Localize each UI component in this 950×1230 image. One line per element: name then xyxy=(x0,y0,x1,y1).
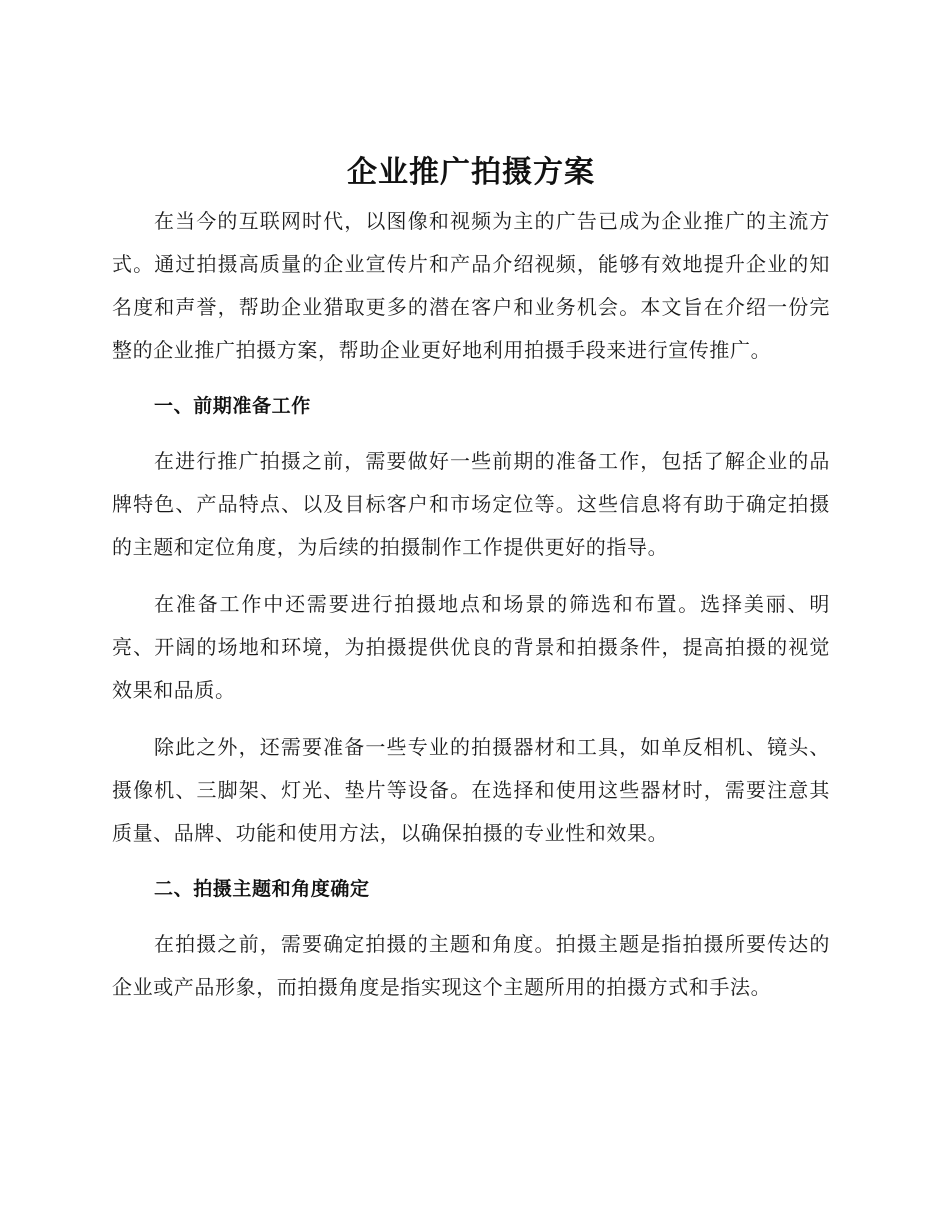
body-paragraph: 除此之外，还需要准备一些专业的拍摄器材和工具，如单反相机、镜头、摄像机、三脚架、灯光、垫片等设备。在选择和使用这些器材时，需要注意其质量、品牌、功能和使用方法，以确保拍摄的专业性和效果。 xyxy=(112,735,830,845)
section-heading-preparation: 一、前期准备工作 xyxy=(154,395,311,417)
body-paragraph: 在进行推广拍摄之前，需要做好一些前期的准备工作，包括了解企业的品牌特色、产品特点、以及目标客户和市场定位等。这些信息将有助于确定拍摄的主题和定位角度，为后续的拍摄制作工作提供更好的指导。 xyxy=(112,449,830,559)
spacer xyxy=(112,372,830,386)
spacer xyxy=(112,855,830,869)
document-page xyxy=(112,150,830,1009)
spacer xyxy=(112,426,830,440)
spacer xyxy=(112,712,830,726)
spacer xyxy=(112,569,830,583)
section-heading-theme-angle: 二、拍摄主题和角度确定 xyxy=(154,878,370,900)
body-paragraph: 在拍摄之前，需要确定拍摄的主题和角度。拍摄主题是指拍摄所要传达的企业或产品形象，而拍摄角度是指实现这个主题所用的拍摄方式和手法。 xyxy=(112,932,830,999)
document-title: 企业推广拍摄方案 xyxy=(347,155,595,190)
intro-paragraph: 在当今的互联网时代，以图像和视频为主的广告已成为企业推广的主流方式。通过拍摄高质量的企业宣传片和产品介绍视频，能够有效地提升企业的知名度和声誉，帮助企业猎取更多的潜在客户和业务机会。本文旨在介绍一份完整的企业推广拍摄方案，帮助企业更好地利用拍摄手段来进行宣传推广。 xyxy=(112,209,830,362)
body-paragraph: 在准备工作中还需要进行拍摄地点和场景的筛选和布置。选择美丽、明亮、开阔的场地和环境，为拍摄提供优良的背景和拍摄条件，提高拍摄的视觉效果和品质。 xyxy=(112,592,830,702)
spacer xyxy=(112,909,830,923)
